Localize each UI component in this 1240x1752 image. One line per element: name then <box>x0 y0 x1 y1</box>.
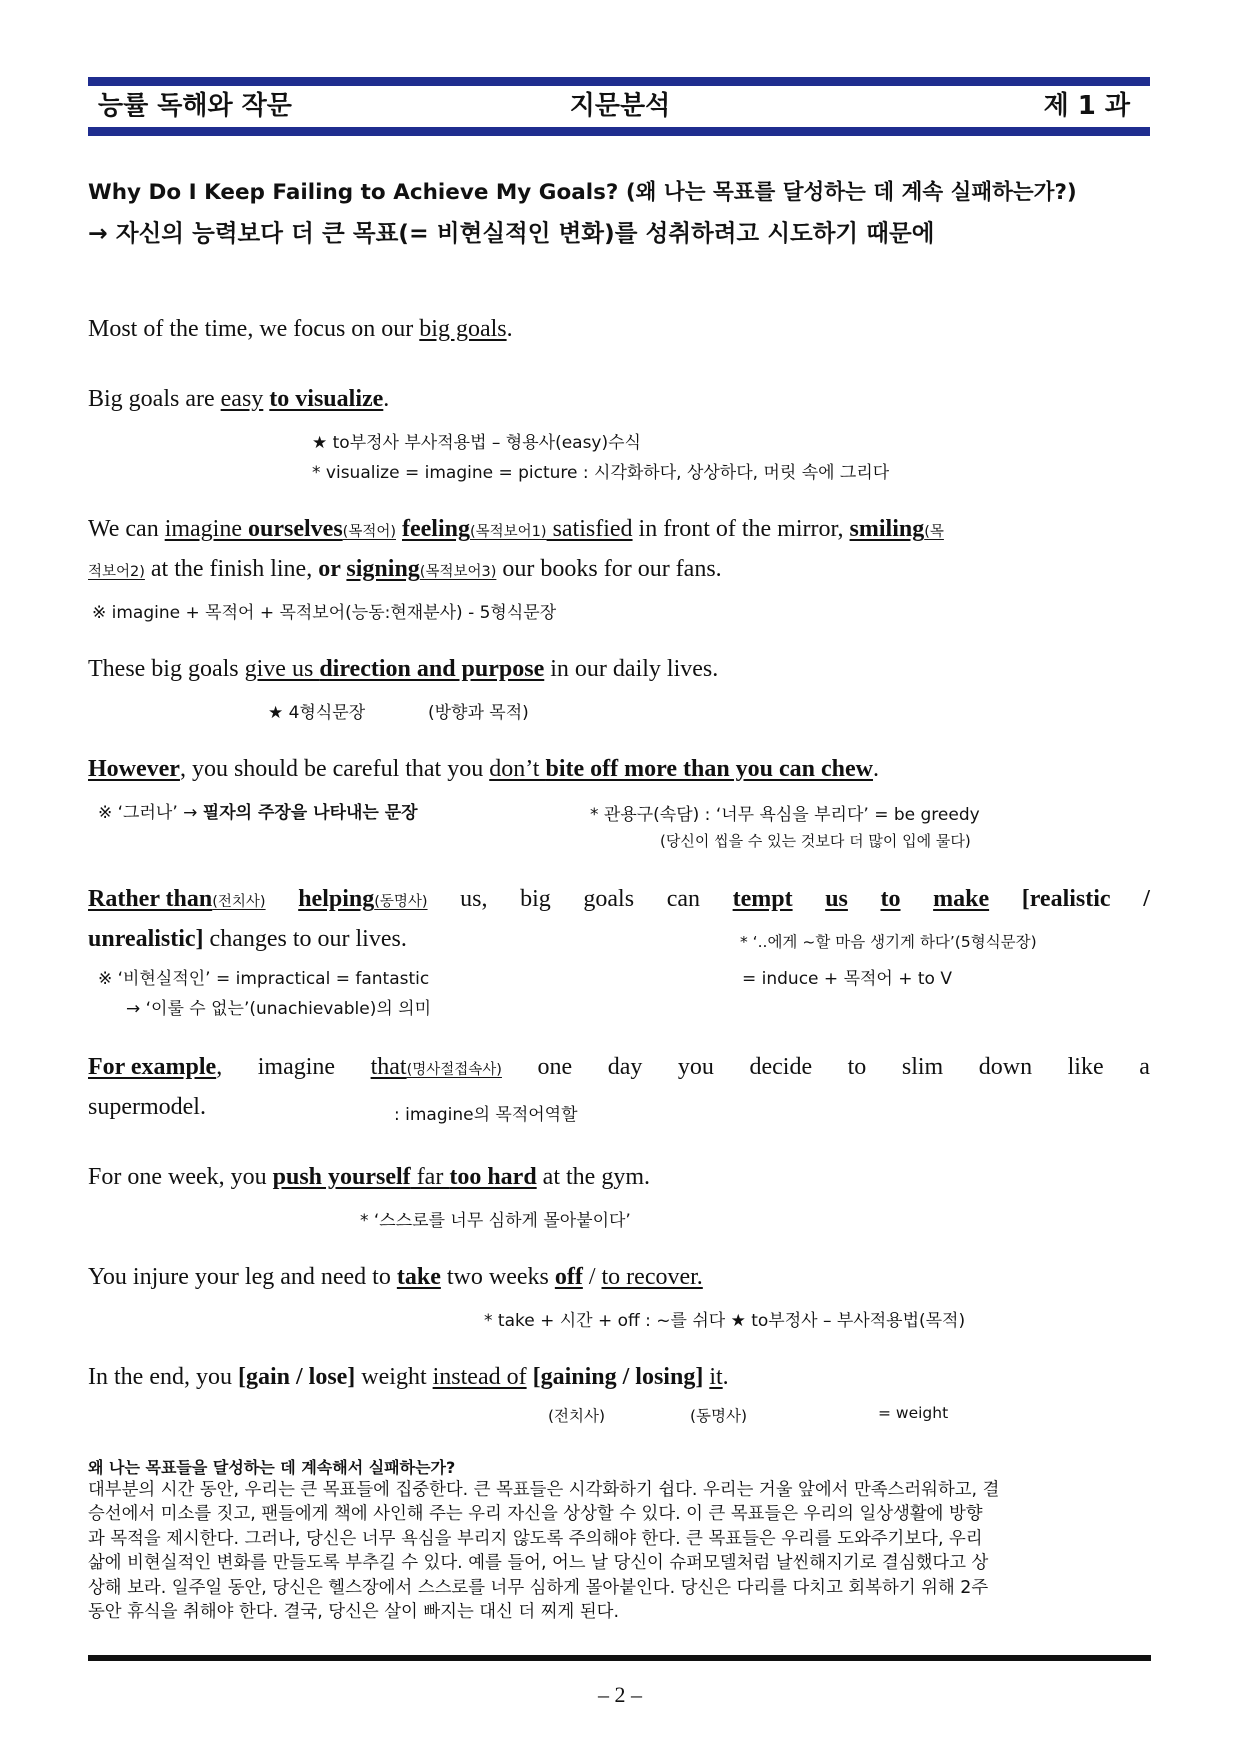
note-s4-1: ★ 4형식문장 <box>268 703 366 723</box>
note-s6-3: = induce + 목적어 + to V <box>742 969 952 989</box>
grammar-tag: (목 <box>924 524 944 540</box>
text: changes to our lives. <box>203 926 407 952</box>
translation-body <box>88 1478 1152 1624</box>
grammar-tag: (전치사) <box>212 894 266 910</box>
text: you <box>677 1054 714 1080</box>
sentence-3-line-2 <box>88 556 722 583</box>
translation-line: 삶에 비현실적인 변화를 만들도록 부추길 수 있다. 예를 들어, 어느 날 당신이 슈퍼모델처럼 날씬해지기로 결심했다고 상 <box>88 1553 989 1574</box>
key-phrase: to <box>880 886 901 912</box>
translation-line: 과 목적을 제시한다. 그러나, 당신은 너무 욕심을 부리지 않도록 주의해야 한다. 큰 목표들은 우리를 도와주기보다, 우리 <box>88 1528 983 1549</box>
text: You injure your leg and need to <box>88 1264 397 1290</box>
underlined-word: satisfied <box>546 516 633 542</box>
key-phrase: feeling <box>402 516 470 542</box>
header-top-rule <box>88 77 1150 86</box>
underlined-phrase: to recover. <box>601 1264 703 1290</box>
underlined-word: far <box>410 1164 450 1190</box>
sentence-4 <box>88 656 718 683</box>
note-s4-2: (방향과 목적) <box>428 703 529 723</box>
bold-option: [realistic <box>1021 886 1111 912</box>
note-s10-2: (동명사) <box>690 1407 748 1425</box>
underlined-word: that <box>370 1054 407 1080</box>
grammar-tag: (동명사) <box>374 894 428 910</box>
translation-line: 승선에서 미소를 짓고, 팬들에게 책에 사인해 주는 우리 자신을 상상할 수 있다. 이 큰 목표들은 우리의 일상생활에 방향 <box>88 1504 983 1525</box>
text: our books for our fans. <box>496 556 722 582</box>
bold-option: [gaining / losing] <box>532 1364 704 1390</box>
translation-line: 대부분의 시간 동안, 우리는 큰 목표들에 집중한다. 큰 목표들은 시각화하기 쉽다. 우리는 거울 앞에서 만족스러워하고, 결 <box>88 1480 1000 1500</box>
bold-option: [gain / lose] <box>237 1364 356 1390</box>
note-s7-1: : imagine의 목적어역할 <box>394 1105 578 1125</box>
text: in front of the mirror, <box>632 516 850 542</box>
text: like <box>1067 1054 1104 1080</box>
passage-summary: → 자신의 능력보다 더 큰 목표(= 비현실적인 변화)를 성취하려고 시도하기 때문에 <box>88 219 935 247</box>
text: slim <box>901 1054 944 1080</box>
header-lesson-number: 제 1 과 <box>1043 91 1130 121</box>
passage-title: Why Do I Keep Failing to Achieve My Goals? (왜 나는 목표를 달성하는 데 계속 실패하는가?) <box>88 180 1077 205</box>
text: in our daily lives. <box>544 656 719 682</box>
text: decide <box>749 1054 813 1080</box>
text: a <box>1139 1054 1150 1080</box>
sentence-1 <box>88 316 513 343</box>
text: to <box>847 1054 867 1080</box>
grammar-tag: (목적어) <box>342 524 396 540</box>
sentence-10 <box>88 1364 729 1391</box>
text: goals <box>583 886 635 912</box>
text: one <box>537 1054 573 1080</box>
key-phrase: push yourself <box>272 1164 411 1190</box>
note-s8-1: * ‘스스로를 너무 심하게 몰아붙이다’ <box>360 1211 631 1231</box>
text: at the finish line, <box>144 556 319 582</box>
text: us, <box>460 886 488 912</box>
text: These big goals <box>88 656 245 682</box>
note-s2-2: * visualize = imagine = picture : 시각화하다, 상상하다, 머릿 속에 그리다 <box>312 463 890 483</box>
text: / <box>582 1264 602 1290</box>
text: day <box>607 1054 643 1080</box>
note-s6-2: ※ ‘비현실적인’ = impractical = fantastic <box>98 969 430 989</box>
text: big <box>520 886 551 912</box>
note-s9-1: * take + 시간 + off : ~를 쉬다 ★ to부정사 – 부사적용법(목적) <box>484 1311 966 1331</box>
text: can <box>666 886 700 912</box>
key-phrase: However <box>88 756 180 782</box>
key-phrase: ourselves <box>248 516 343 542</box>
text: , <box>216 1054 223 1080</box>
page-number: – 2 – <box>598 1682 642 1707</box>
header-course-title: 능률 독해와 작문 <box>98 91 292 121</box>
sentence-3-line-1 <box>88 516 944 543</box>
translation-line: 상해 보라. 일주일 동안, 당신은 헬스장에서 스스로를 너무 심하게 몰아붙인다. 당신은 다리를 다치고 회복하기 위해 2주 <box>88 1577 989 1598</box>
bold-option: / <box>1143 886 1150 912</box>
text: down <box>978 1054 1033 1080</box>
text: two weeks <box>440 1264 555 1290</box>
key-phrase: make <box>933 886 990 912</box>
note-s5-3: (당신이 씹을 수 있는 것보다 더 많이 입에 물다) <box>660 832 971 850</box>
note-s2-1: ★ to부정사 부사적용법 – 형용사(easy)수식 <box>312 433 641 453</box>
key-phrase: take <box>396 1264 441 1290</box>
grammar-tag: (목적보어3) <box>419 564 497 580</box>
sentence-8 <box>88 1164 650 1191</box>
text: at the gym. <box>536 1164 650 1190</box>
note-s6-4: → ‘이룰 수 없는’(unachievable)의 의미 <box>126 999 432 1019</box>
key-phrase: Rather than <box>88 886 213 912</box>
note-s5-1 <box>98 798 418 823</box>
header-section: 지문분석 <box>569 91 671 121</box>
note-s6-1: * ‘..에게 ~할 마음 생기게 하다’(5형식문장) <box>740 933 1037 951</box>
key-phrase: us <box>825 886 848 912</box>
text: For one week, you <box>88 1164 273 1190</box>
note-s10-3: = weight <box>878 1404 949 1422</box>
sentence-9 <box>88 1264 703 1291</box>
text: weight <box>355 1364 433 1390</box>
text: . <box>383 386 390 412</box>
text: ※ ‘그러나’ → <box>98 803 203 823</box>
text: . <box>506 316 513 342</box>
key-phrase: tempt <box>732 886 793 912</box>
text: We can <box>88 516 165 542</box>
underlined-phrase: big goals <box>419 316 507 342</box>
bold-option: unrealistic] <box>88 926 204 952</box>
text: . <box>873 756 879 782</box>
translation-line: 동안 휴식을 취해야 한다. 결국, 당신은 살이 빠지는 대신 더 찌게 된다. <box>88 1602 619 1623</box>
underlined-phrase: instead of <box>432 1364 527 1390</box>
grammar-tag: (명사절접속사) <box>406 1062 502 1078</box>
note-s3-1: ※ imagine + 목적어 + 목적보어(능동:현재분사) - 5형식문장 <box>92 603 557 623</box>
text: Big goals are <box>88 386 221 412</box>
key-phrase: helping <box>298 886 375 912</box>
sentence-7-line-1 <box>88 1054 1150 1081</box>
sentence-5 <box>88 756 879 783</box>
grammar-tag: (목적보어1) <box>469 524 547 540</box>
key-phrase: smiling <box>849 516 925 542</box>
text: , you should be careful that you <box>179 756 490 782</box>
underlined-word: easy <box>220 386 264 412</box>
sentence-7-line-2 <box>88 1094 206 1121</box>
note-s10-1: (전치사) <box>548 1407 606 1425</box>
text: In the end, you <box>88 1364 238 1390</box>
note-s5-2: * 관용구(속담) : ‘너무 욕심을 부리다’ = be greedy <box>590 805 980 825</box>
grammar-tag: 적보어2) <box>88 564 145 580</box>
underlined-word: it <box>709 1364 723 1390</box>
sentence-2 <box>88 386 389 413</box>
underlined-phrase: give us <box>244 656 320 682</box>
sentence-6-line-2 <box>88 926 407 953</box>
text: Most of the time, we focus on our <box>88 316 420 342</box>
key-phrase: For example <box>88 1054 217 1080</box>
translation-title: 왜 나는 목표들을 달성하는 데 계속해서 실패하는가? <box>88 1458 456 1477</box>
key-phrase: to visualize <box>269 386 384 412</box>
key-phrase: bite off more than you can chew <box>545 756 873 782</box>
bold-text: 필자의 주장을 나타내는 문장 <box>202 803 418 823</box>
key-phrase: too hard <box>449 1164 537 1190</box>
text: imagine <box>257 1054 336 1080</box>
key-phrase: direction and purpose <box>319 656 545 682</box>
footer-rule <box>88 1655 1151 1661</box>
key-phrase: off <box>554 1264 583 1290</box>
text: supermodel. <box>88 1094 206 1120</box>
key-phrase: signing <box>346 556 420 582</box>
header-bottom-rule <box>88 127 1150 136</box>
underlined-word: imagine <box>164 516 248 542</box>
underlined-word: don’t <box>489 756 546 782</box>
sentence-6-line-1 <box>88 886 1150 913</box>
text: . <box>722 1364 729 1390</box>
bold-word: or <box>318 556 347 582</box>
